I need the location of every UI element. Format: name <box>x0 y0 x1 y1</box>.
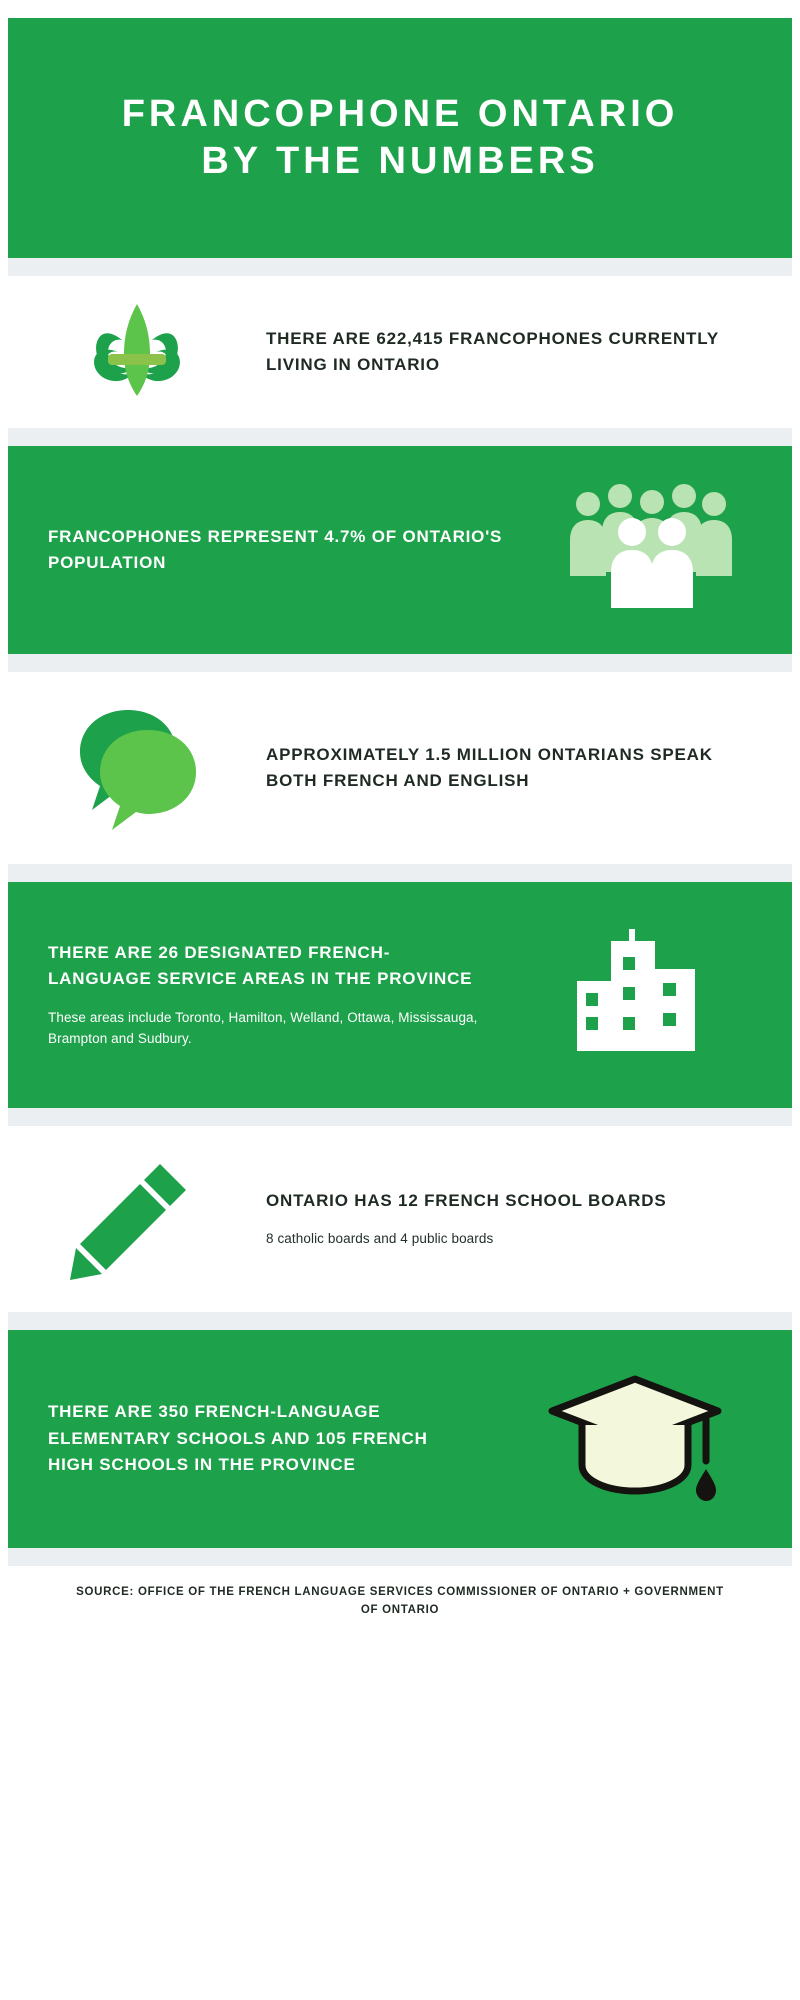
office-building-icon <box>478 882 792 1108</box>
headline-2: FRANCOPHONES REPRESENT 4.7% OF ONTARIO'S POPULATION <box>48 526 503 572</box>
page-title: FRANCOPHONE ONTARIO BY THE NUMBERS <box>121 92 679 182</box>
section-text-2 <box>8 524 508 577</box>
divider-5 <box>8 1108 792 1126</box>
subtext-4: These areas include Toronto, Hamilton, Welland, Ottawa, Mississauga, Brampton and Sudbury. <box>48 1009 478 1047</box>
subtext-5: 8 catholic boards and 4 public boards <box>266 1231 494 1247</box>
infographic-sheet <box>8 10 792 1990</box>
section-schools-count <box>8 1330 792 1548</box>
source-text: SOURCE: OFFICE OF THE FRENCH LANGUAGE SERVICES COMMISSIONER OF ONTARIO + GOVERNMENT OF ONTARIO <box>76 1585 724 1616</box>
fleur-de-lis-icon <box>8 276 266 428</box>
section-school-boards <box>8 1126 792 1312</box>
speech-bubbles-icon <box>8 672 266 864</box>
pencil-icon <box>8 1126 266 1312</box>
headline-3: APPROXIMATELY 1.5 MILLION ONTARIANS SPEAK BOTH FRENCH AND ENGLISH <box>266 744 713 790</box>
header-banner <box>8 18 792 258</box>
divider-3 <box>8 654 792 672</box>
divider-2 <box>8 428 792 446</box>
people-group-icon <box>508 446 792 654</box>
section-bilingual-speakers <box>8 672 792 864</box>
headline-5: ONTARIO HAS 12 FRENCH SCHOOL BOARDS <box>266 1191 667 1211</box>
section-text-5 <box>266 1188 736 1250</box>
graduation-cap-icon <box>478 1330 792 1548</box>
section-text-1 <box>266 326 736 379</box>
headline-1: THERE ARE 622,415 FRANCOPHONES CURRENTLY LIVING IN ONTARIO <box>266 328 719 374</box>
headline-4: THERE ARE 26 DESIGNATED FRENCH-LANGUAGE SERVICE AREAS IN THE PROVINCE <box>48 943 473 989</box>
footer-source <box>8 1566 792 1636</box>
section-population-share <box>8 446 792 654</box>
section-text-4 <box>8 940 478 1050</box>
headline-6: THERE ARE 350 FRENCH-LANGUAGE ELEMENTARY SCHOOLS AND 105 FRENCH HIGH SCHOOLS IN THE PROVINCE <box>48 1402 428 1475</box>
divider-4 <box>8 864 792 882</box>
divider-6 <box>8 1312 792 1330</box>
section-text-6 <box>8 1399 478 1478</box>
section-francophone-population <box>8 276 792 428</box>
divider-1 <box>8 258 792 276</box>
section-designated-areas <box>8 882 792 1108</box>
section-text-3 <box>266 742 736 795</box>
divider-7 <box>8 1548 792 1566</box>
